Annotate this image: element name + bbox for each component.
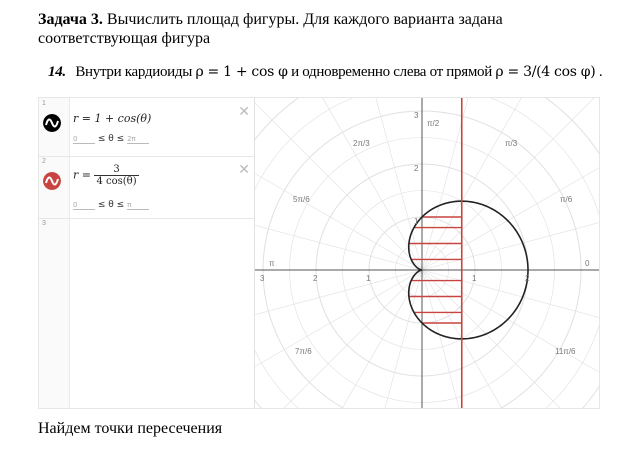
task-label: Задача 3.	[38, 11, 103, 28]
angle-label: 5π/6	[293, 195, 310, 204]
grid-ray	[422, 270, 599, 408]
range-symbol: ≤ θ ≤	[97, 200, 125, 210]
radial-label: 1	[414, 217, 419, 226]
task-text: Вычислить площад фигуры. Для каждого варианта задана соответствующая фигура	[38, 11, 503, 47]
range-min-input[interactable]: 0	[73, 201, 95, 210]
expression-index: 2	[42, 158, 46, 165]
expression-formula[interactable]	[73, 164, 139, 187]
problem-number: 14.	[48, 64, 66, 80]
expression-row-1[interactable]	[39, 98, 254, 157]
wave-icon[interactable]	[43, 114, 61, 132]
radial-label: 2	[313, 274, 318, 283]
range-symbol: ≤ θ ≤	[97, 134, 125, 144]
angle-label: π/2	[427, 119, 440, 128]
graph-labels	[260, 111, 590, 356]
polar-graph[interactable]	[255, 98, 599, 408]
range-min-input[interactable]: 0	[73, 135, 95, 144]
expression-formula[interactable]: r = 1 + cos(θ)	[73, 112, 152, 125]
radial-label: 1	[366, 274, 371, 283]
expression-row-3[interactable]	[39, 218, 254, 248]
close-icon[interactable]: ✕	[238, 162, 250, 178]
angle-label: π/3	[505, 139, 518, 148]
wave-icon[interactable]	[43, 172, 61, 190]
close-icon[interactable]: ✕	[238, 104, 250, 120]
grid-ray	[255, 270, 422, 408]
task-heading	[38, 10, 598, 48]
radial-label: 1	[472, 274, 477, 283]
radial-label: 3	[414, 111, 419, 120]
range-max-input[interactable]: 2π	[127, 135, 149, 144]
polar-grid	[255, 98, 599, 408]
problem-end: .	[598, 64, 603, 80]
grid-ray	[255, 166, 422, 270]
grid-ray	[422, 270, 526, 408]
fraction-numerator: 3	[94, 164, 138, 176]
grid-ray	[255, 270, 422, 408]
radial-label: 2	[525, 274, 530, 283]
grid-ray	[318, 270, 422, 408]
grid-ray	[422, 270, 599, 408]
formula-fraction	[94, 164, 138, 187]
grid-ray	[255, 270, 422, 374]
expression-index: 1	[42, 100, 46, 107]
grid-ray	[255, 270, 422, 408]
grid-ray	[255, 98, 422, 270]
angle-label: 11π/6	[555, 347, 576, 356]
grid-ray	[318, 98, 422, 270]
angle-label: 0	[585, 259, 590, 268]
expression-index: 3	[42, 220, 46, 227]
radial-label: 2	[414, 164, 419, 173]
line-formula: ρ = 3/(4 cos φ)	[495, 64, 596, 80]
grid-ray	[422, 270, 599, 408]
angle-label: 7π/6	[295, 347, 312, 356]
angle-label: π	[269, 259, 275, 268]
expression-range	[73, 134, 149, 144]
graphing-calculator	[38, 97, 600, 409]
formula-lhs: r =	[73, 168, 91, 182]
expression-row-2[interactable]	[39, 156, 254, 219]
angle-label: π/6	[560, 195, 573, 204]
footer-text: Найдем точки пересечения	[38, 420, 223, 437]
fraction-denominator: 4 cos(θ)	[96, 176, 137, 187]
problem-text-middle: и одновременно слева от прямой	[291, 64, 492, 80]
expression-list	[39, 98, 255, 408]
expression-range	[73, 200, 149, 210]
grid-ray	[255, 98, 422, 270]
cardioid-formula: ρ = 1 + cos φ	[195, 64, 288, 80]
range-max-input[interactable]: π	[127, 201, 149, 210]
grid-ray	[255, 98, 422, 270]
problem-text-before: Внутри кардиоиды	[75, 64, 192, 80]
radial-label: 3	[260, 274, 265, 283]
angle-label: 2π/3	[353, 139, 370, 148]
problem-statement	[48, 64, 602, 81]
